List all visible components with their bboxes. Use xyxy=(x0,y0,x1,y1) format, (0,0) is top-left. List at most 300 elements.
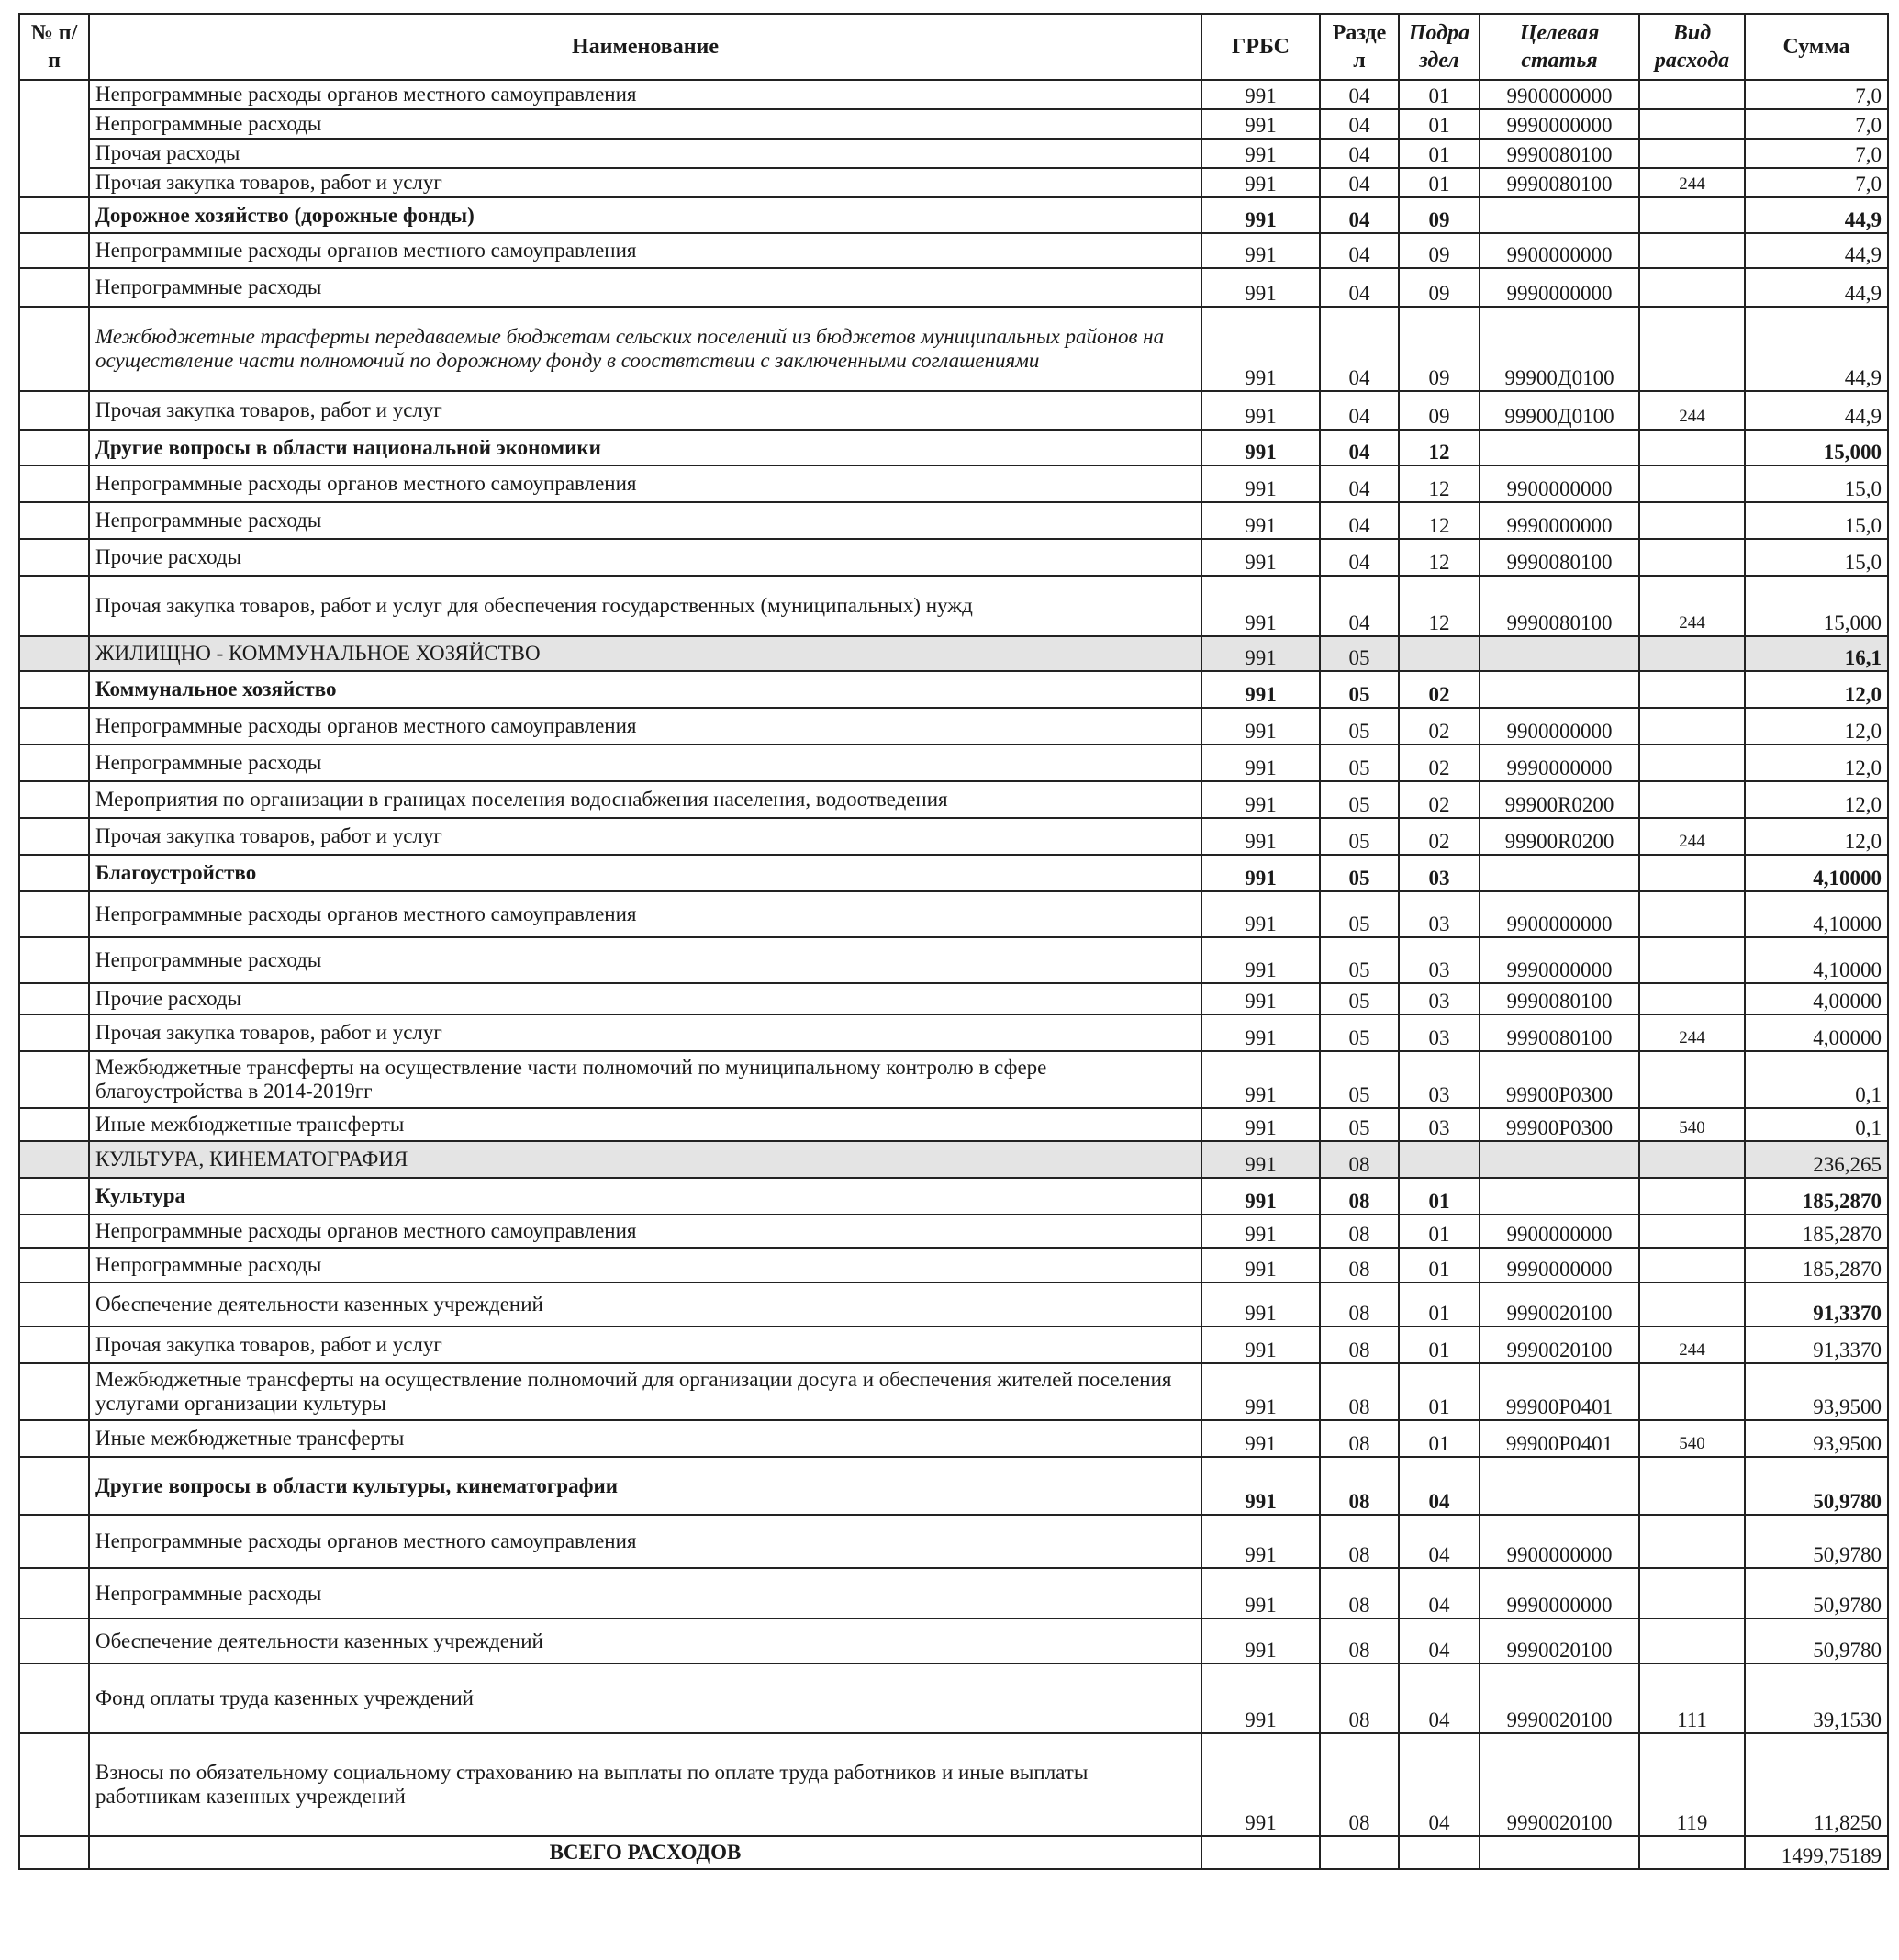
row-podrazdel: 09 xyxy=(1399,197,1480,233)
row-grbs: 991 xyxy=(1201,891,1320,937)
row-celevaya: 9900000000 xyxy=(1480,708,1639,745)
header-podrazdel: Подра здел xyxy=(1399,14,1480,80)
row-number-cell xyxy=(19,1363,89,1420)
row-number-cell xyxy=(19,1457,89,1515)
row-podrazdel: 01 xyxy=(1399,1282,1480,1327)
row-summa: 236,265 xyxy=(1745,1141,1888,1178)
row-vid xyxy=(1639,539,1745,576)
row-vid: 244 xyxy=(1639,818,1745,855)
row-podrazdel: 04 xyxy=(1399,1515,1480,1568)
row-grbs: 991 xyxy=(1201,1215,1320,1248)
row-vid: 244 xyxy=(1639,168,1745,197)
row-number-cell xyxy=(19,891,89,937)
row-celevaya: 9990080100 xyxy=(1480,576,1639,636)
table-row xyxy=(19,1457,1888,1515)
table-row xyxy=(19,1733,1888,1836)
row-summa: 7,0 xyxy=(1745,139,1888,168)
row-summa: 12,0 xyxy=(1745,745,1888,781)
table-row xyxy=(19,1248,1888,1282)
row-grbs: 991 xyxy=(1201,168,1320,197)
row-summa: 11,8250 xyxy=(1745,1733,1888,1836)
row-grbs: 991 xyxy=(1201,745,1320,781)
row-razdel: 08 xyxy=(1320,1178,1399,1215)
table-row xyxy=(19,636,1888,671)
row-razdel: 04 xyxy=(1320,233,1399,268)
row-podrazdel: 02 xyxy=(1399,781,1480,818)
row-name: Межбюджетные трансферты на осуществление части полномочий по муниципальному контролю в сфере благоустройства в 2014-2019гг xyxy=(89,1051,1201,1108)
row-grbs: 991 xyxy=(1201,539,1320,576)
row-summa: 50,9780 xyxy=(1745,1457,1888,1515)
row-celevaya: 9990000000 xyxy=(1480,502,1639,539)
row-grbs: 991 xyxy=(1201,781,1320,818)
row-podrazdel: 01 xyxy=(1399,1178,1480,1215)
row-vid xyxy=(1639,1248,1745,1282)
row-name: Прочие расходы xyxy=(89,983,1201,1014)
row-name: Прочая закупка товаров, работ и услуг xyxy=(89,1014,1201,1051)
row-celevaya: 9900000000 xyxy=(1480,1515,1639,1568)
row-number-cell xyxy=(19,1282,89,1327)
row-vid xyxy=(1639,1141,1745,1178)
row-vid: 540 xyxy=(1639,1108,1745,1141)
row-vid xyxy=(1639,1618,1745,1663)
row-number-cell xyxy=(19,1663,89,1733)
row-podrazdel: 09 xyxy=(1399,307,1480,391)
row-summa: 185,2870 xyxy=(1745,1248,1888,1282)
table-row xyxy=(19,1051,1888,1108)
table-row xyxy=(19,1363,1888,1420)
row-podrazdel: 03 xyxy=(1399,1108,1480,1141)
row-celevaya: 99900R0200 xyxy=(1480,781,1639,818)
row-podrazdel: 01 xyxy=(1399,1248,1480,1282)
row-celevaya xyxy=(1480,855,1639,891)
row-razdel: 08 xyxy=(1320,1618,1399,1663)
row-grbs: 991 xyxy=(1201,233,1320,268)
table-row xyxy=(19,539,1888,576)
row-grbs: 991 xyxy=(1201,1141,1320,1178)
row-summa: 185,2870 xyxy=(1745,1215,1888,1248)
row-vid xyxy=(1639,855,1745,891)
row-name: Непрограммные расходы органов местного самоуправления xyxy=(89,708,1201,745)
row-number-cell xyxy=(19,80,89,109)
row-celevaya: 99900Д0100 xyxy=(1480,391,1639,430)
row-vid xyxy=(1639,1568,1745,1618)
row-celevaya xyxy=(1480,1178,1639,1215)
row-vid xyxy=(1639,307,1745,391)
row-summa: 15,0 xyxy=(1745,465,1888,502)
row-grbs: 991 xyxy=(1201,1282,1320,1327)
row-celevaya xyxy=(1480,1141,1639,1178)
row-razdel: 04 xyxy=(1320,430,1399,465)
row-summa: 93,9500 xyxy=(1745,1363,1888,1420)
row-podrazdel: 01 xyxy=(1399,168,1480,197)
row-podrazdel: 03 xyxy=(1399,891,1480,937)
row-razdel: 05 xyxy=(1320,671,1399,708)
row-vid: 244 xyxy=(1639,576,1745,636)
row-razdel: 08 xyxy=(1320,1215,1399,1248)
row-name: Культура xyxy=(89,1178,1201,1215)
row-celevaya: 9990080100 xyxy=(1480,139,1639,168)
row-summa: 7,0 xyxy=(1745,168,1888,197)
row-celevaya: 9990080100 xyxy=(1480,983,1639,1014)
row-celevaya: 9900000000 xyxy=(1480,233,1639,268)
table-row xyxy=(19,745,1888,781)
row-podrazdel: 04 xyxy=(1399,1568,1480,1618)
row-celevaya: 99900P0300 xyxy=(1480,1051,1639,1108)
row-number-cell xyxy=(19,109,89,139)
table-row xyxy=(19,983,1888,1014)
row-podrazdel: 09 xyxy=(1399,391,1480,430)
row-name: Прочая закупка товаров, работ и услуг xyxy=(89,391,1201,430)
row-name: Непрограммные расходы органов местного самоуправления xyxy=(89,233,1201,268)
row-name: Непрограммные расходы xyxy=(89,745,1201,781)
row-vid xyxy=(1639,781,1745,818)
row-razdel: 08 xyxy=(1320,1282,1399,1327)
row-grbs: 991 xyxy=(1201,1568,1320,1618)
row-summa: 185,2870 xyxy=(1745,1178,1888,1215)
row-vid xyxy=(1639,80,1745,109)
row-podrazdel: 09 xyxy=(1399,233,1480,268)
row-number-cell xyxy=(19,745,89,781)
row-razdel: 08 xyxy=(1320,1663,1399,1733)
header-row xyxy=(19,14,1888,80)
total-empty-cell xyxy=(1201,1836,1320,1869)
table-row xyxy=(19,708,1888,745)
row-name: Обеспечение деятельности казенных учреждений xyxy=(89,1282,1201,1327)
row-number-cell xyxy=(19,233,89,268)
row-podrazdel: 04 xyxy=(1399,1457,1480,1515)
row-celevaya: 9990020100 xyxy=(1480,1282,1639,1327)
row-number-cell xyxy=(19,818,89,855)
row-vid xyxy=(1639,268,1745,307)
table-row xyxy=(19,1178,1888,1215)
row-grbs: 991 xyxy=(1201,1108,1320,1141)
row-podrazdel: 01 xyxy=(1399,80,1480,109)
row-name: Межбюджетные трасферты передаваемые бюджетам сельских поселений из бюджетов муниципальных районов на осуществление части полномочий по дорожному фонду в сооствтствии с заключенными соглашениями xyxy=(89,307,1201,391)
row-grbs: 991 xyxy=(1201,818,1320,855)
header-num: № п/п xyxy=(19,14,89,80)
row-number-cell xyxy=(19,636,89,671)
row-grbs: 991 xyxy=(1201,1618,1320,1663)
row-vid xyxy=(1639,745,1745,781)
row-summa: 50,9780 xyxy=(1745,1618,1888,1663)
row-name: Прочая расходы xyxy=(89,139,1201,168)
row-podrazdel: 03 xyxy=(1399,1051,1480,1108)
row-grbs: 991 xyxy=(1201,1420,1320,1457)
row-celevaya: 9990020100 xyxy=(1480,1618,1639,1663)
row-grbs: 991 xyxy=(1201,708,1320,745)
row-number-cell xyxy=(19,671,89,708)
total-row xyxy=(19,1836,1888,1869)
row-podrazdel: 01 xyxy=(1399,139,1480,168)
row-celevaya: 99900P0401 xyxy=(1480,1420,1639,1457)
row-summa: 15,000 xyxy=(1745,576,1888,636)
table-row xyxy=(19,465,1888,502)
row-number-cell xyxy=(19,430,89,465)
row-number-cell xyxy=(19,1108,89,1141)
row-vid: 540 xyxy=(1639,1420,1745,1457)
row-vid xyxy=(1639,1457,1745,1515)
row-grbs: 991 xyxy=(1201,430,1320,465)
total-empty-cell xyxy=(1320,1836,1399,1869)
row-name: Непрограммные расходы xyxy=(89,502,1201,539)
row-name: Межбюджетные трансферты на осуществление полномочий для организации досуга и обеспечения жителей поселения услугами организации культуры xyxy=(89,1363,1201,1420)
row-number-cell xyxy=(19,1327,89,1363)
row-grbs: 991 xyxy=(1201,937,1320,983)
row-number-cell xyxy=(19,268,89,307)
row-celevaya: 9990020100 xyxy=(1480,1327,1639,1363)
row-razdel: 04 xyxy=(1320,139,1399,168)
row-grbs: 991 xyxy=(1201,1327,1320,1363)
row-vid xyxy=(1639,139,1745,168)
total-empty-num xyxy=(19,1836,89,1869)
row-summa: 44,9 xyxy=(1745,307,1888,391)
row-grbs: 991 xyxy=(1201,1733,1320,1836)
row-celevaya: 9990020100 xyxy=(1480,1733,1639,1836)
row-podrazdel: 02 xyxy=(1399,818,1480,855)
row-podrazdel: 03 xyxy=(1399,983,1480,1014)
row-grbs: 991 xyxy=(1201,268,1320,307)
row-celevaya xyxy=(1480,636,1639,671)
row-summa: 44,9 xyxy=(1745,197,1888,233)
row-razdel: 04 xyxy=(1320,576,1399,636)
table-row xyxy=(19,1014,1888,1051)
row-grbs: 991 xyxy=(1201,1178,1320,1215)
table-row xyxy=(19,818,1888,855)
row-celevaya: 9990000000 xyxy=(1480,937,1639,983)
row-celevaya: 9990000000 xyxy=(1480,745,1639,781)
row-name: Иные межбюджетные трансферты xyxy=(89,1108,1201,1141)
row-summa: 4,10000 xyxy=(1745,891,1888,937)
row-podrazdel: 03 xyxy=(1399,937,1480,983)
row-summa: 39,1530 xyxy=(1745,1663,1888,1733)
header-razdel: Разде л xyxy=(1320,14,1399,80)
row-razdel: 05 xyxy=(1320,891,1399,937)
row-name: Другие вопросы в области культуры, кинематографии xyxy=(89,1457,1201,1515)
row-razdel: 04 xyxy=(1320,307,1399,391)
row-vid xyxy=(1639,1215,1745,1248)
row-name: Прочая закупка товаров, работ и услуг xyxy=(89,818,1201,855)
row-name: Фонд оплаты труда казенных учреждений xyxy=(89,1663,1201,1733)
row-vid xyxy=(1639,197,1745,233)
row-vid: 244 xyxy=(1639,1327,1745,1363)
table-row xyxy=(19,391,1888,430)
row-number-cell xyxy=(19,855,89,891)
row-summa: 15,0 xyxy=(1745,502,1888,539)
row-razdel: 04 xyxy=(1320,539,1399,576)
row-summa: 12,0 xyxy=(1745,781,1888,818)
row-number-cell xyxy=(19,1051,89,1108)
row-podrazdel: 12 xyxy=(1399,539,1480,576)
row-summa: 44,9 xyxy=(1745,268,1888,307)
row-number-cell xyxy=(19,781,89,818)
row-razdel: 08 xyxy=(1320,1515,1399,1568)
row-name: Иные межбюджетные трансферты xyxy=(89,1420,1201,1457)
total-empty-cell xyxy=(1480,1836,1639,1869)
row-grbs: 991 xyxy=(1201,576,1320,636)
row-vid xyxy=(1639,430,1745,465)
row-celevaya: 9990000000 xyxy=(1480,1248,1639,1282)
table-row xyxy=(19,502,1888,539)
row-summa: 44,9 xyxy=(1745,233,1888,268)
header-vid: Вид расхода xyxy=(1639,14,1745,80)
row-vid xyxy=(1639,937,1745,983)
row-celevaya: 9990000000 xyxy=(1480,268,1639,307)
total-label: ВСЕГО РАСХОДОВ xyxy=(89,1836,1201,1869)
row-number-cell xyxy=(19,708,89,745)
row-summa: 15,000 xyxy=(1745,430,1888,465)
row-celevaya: 9900000000 xyxy=(1480,891,1639,937)
row-razdel: 04 xyxy=(1320,268,1399,307)
row-summa: 50,9780 xyxy=(1745,1568,1888,1618)
row-summa: 91,3370 xyxy=(1745,1282,1888,1327)
row-number-cell xyxy=(19,1248,89,1282)
row-podrazdel: 01 xyxy=(1399,1420,1480,1457)
row-grbs: 991 xyxy=(1201,1363,1320,1420)
row-number-cell xyxy=(19,937,89,983)
row-podrazdel: 01 xyxy=(1399,1215,1480,1248)
row-podrazdel: 12 xyxy=(1399,502,1480,539)
row-podrazdel: 12 xyxy=(1399,576,1480,636)
row-name: Непрограммные расходы органов местного самоуправления xyxy=(89,1215,1201,1248)
row-celevaya: 9990080100 xyxy=(1480,168,1639,197)
table-row xyxy=(19,855,1888,891)
row-razdel: 08 xyxy=(1320,1420,1399,1457)
table-row xyxy=(19,1215,1888,1248)
row-podrazdel: 01 xyxy=(1399,1327,1480,1363)
row-vid xyxy=(1639,502,1745,539)
row-razdel: 05 xyxy=(1320,781,1399,818)
table-row xyxy=(19,233,1888,268)
row-number-cell xyxy=(19,502,89,539)
row-grbs: 991 xyxy=(1201,502,1320,539)
row-podrazdel: 04 xyxy=(1399,1618,1480,1663)
row-name: Непрограммные расходы xyxy=(89,109,1201,139)
row-name: Другие вопросы в области национальной экономики xyxy=(89,430,1201,465)
row-razdel: 08 xyxy=(1320,1457,1399,1515)
row-razdel: 08 xyxy=(1320,1363,1399,1420)
row-vid: 119 xyxy=(1639,1733,1745,1836)
row-grbs: 991 xyxy=(1201,1457,1320,1515)
row-number-cell xyxy=(19,1568,89,1618)
row-celevaya: 9990080100 xyxy=(1480,539,1639,576)
row-celevaya: 9990000000 xyxy=(1480,1568,1639,1618)
row-name: Коммунальное хозяйство xyxy=(89,671,1201,708)
row-summa: 12,0 xyxy=(1745,818,1888,855)
row-number-cell xyxy=(19,983,89,1014)
row-number-cell xyxy=(19,197,89,233)
row-summa: 4,00000 xyxy=(1745,1014,1888,1051)
row-name: Дорожное хозяйство (дорожные фонды) xyxy=(89,197,1201,233)
row-vid xyxy=(1639,891,1745,937)
table-row xyxy=(19,80,1888,109)
row-razdel: 05 xyxy=(1320,1108,1399,1141)
expenses-table xyxy=(18,13,1889,1870)
row-celevaya xyxy=(1480,1457,1639,1515)
row-vid: 111 xyxy=(1639,1663,1745,1733)
row-grbs: 991 xyxy=(1201,855,1320,891)
row-grbs: 991 xyxy=(1201,1014,1320,1051)
row-grbs: 991 xyxy=(1201,80,1320,109)
row-summa: 4,10000 xyxy=(1745,937,1888,983)
row-name: Непрограммные расходы органов местного самоуправления xyxy=(89,1515,1201,1568)
row-razdel: 05 xyxy=(1320,983,1399,1014)
row-razdel: 05 xyxy=(1320,855,1399,891)
row-razdel: 04 xyxy=(1320,465,1399,502)
row-razdel: 04 xyxy=(1320,168,1399,197)
row-podrazdel: 12 xyxy=(1399,430,1480,465)
row-vid xyxy=(1639,233,1745,268)
row-grbs: 991 xyxy=(1201,109,1320,139)
row-podrazdel: 09 xyxy=(1399,268,1480,307)
table-row xyxy=(19,1141,1888,1178)
row-razdel: 08 xyxy=(1320,1248,1399,1282)
total-empty-cell xyxy=(1639,1836,1745,1869)
row-name: Прочая закупка товаров, работ и услуг для обеспечения государственных (муниципальных) нужд xyxy=(89,576,1201,636)
table-row xyxy=(19,268,1888,307)
row-number-cell xyxy=(19,1014,89,1051)
row-podrazdel: 04 xyxy=(1399,1733,1480,1836)
row-grbs: 991 xyxy=(1201,391,1320,430)
row-razdel: 05 xyxy=(1320,818,1399,855)
row-razdel: 08 xyxy=(1320,1327,1399,1363)
row-celevaya xyxy=(1480,197,1639,233)
row-number-cell xyxy=(19,1515,89,1568)
row-podrazdel: 12 xyxy=(1399,465,1480,502)
row-podrazdel xyxy=(1399,636,1480,671)
row-podrazdel: 03 xyxy=(1399,855,1480,891)
row-grbs: 991 xyxy=(1201,1663,1320,1733)
row-summa: 91,3370 xyxy=(1745,1327,1888,1363)
table-row xyxy=(19,168,1888,197)
row-celevaya: 9990080100 xyxy=(1480,1014,1639,1051)
row-name: Непрограммные расходы органов местного самоуправления xyxy=(89,465,1201,502)
table-row xyxy=(19,891,1888,937)
row-razdel: 08 xyxy=(1320,1733,1399,1836)
row-razdel: 05 xyxy=(1320,636,1399,671)
row-number-cell xyxy=(19,1618,89,1663)
row-vid xyxy=(1639,1363,1745,1420)
row-summa: 12,0 xyxy=(1745,708,1888,745)
row-celevaya xyxy=(1480,430,1639,465)
row-grbs: 991 xyxy=(1201,983,1320,1014)
row-name: Непрограммные расходы органов местного самоуправления xyxy=(89,891,1201,937)
row-grbs: 991 xyxy=(1201,671,1320,708)
row-summa: 4,10000 xyxy=(1745,855,1888,891)
row-grbs: 991 xyxy=(1201,636,1320,671)
row-razdel: 08 xyxy=(1320,1141,1399,1178)
row-grbs: 991 xyxy=(1201,1248,1320,1282)
row-vid: 244 xyxy=(1639,391,1745,430)
table-row xyxy=(19,139,1888,168)
row-razdel: 04 xyxy=(1320,80,1399,109)
table-row xyxy=(19,1327,1888,1363)
header-grbs: ГРБС xyxy=(1201,14,1320,80)
row-name: Обеспечение деятельности казенных учреждений xyxy=(89,1618,1201,1663)
row-name: Непрограммные расходы xyxy=(89,937,1201,983)
row-name: Непрограммные расходы xyxy=(89,268,1201,307)
row-name: Взносы по обязательному социальному страхованию на выплаты по оплате труда работников и иные выплаты работникам казенных учреждений xyxy=(89,1733,1201,1836)
row-number-cell xyxy=(19,576,89,636)
row-celevaya: 9900000000 xyxy=(1480,80,1639,109)
row-razdel: 05 xyxy=(1320,937,1399,983)
row-celevaya: 99900P0300 xyxy=(1480,1108,1639,1141)
row-number-cell xyxy=(19,1420,89,1457)
header-celevaya: Целевая статья xyxy=(1480,14,1639,80)
row-podrazdel: 01 xyxy=(1399,1363,1480,1420)
row-razdel: 08 xyxy=(1320,1568,1399,1618)
table-row xyxy=(19,1515,1888,1568)
row-summa: 93,9500 xyxy=(1745,1420,1888,1457)
